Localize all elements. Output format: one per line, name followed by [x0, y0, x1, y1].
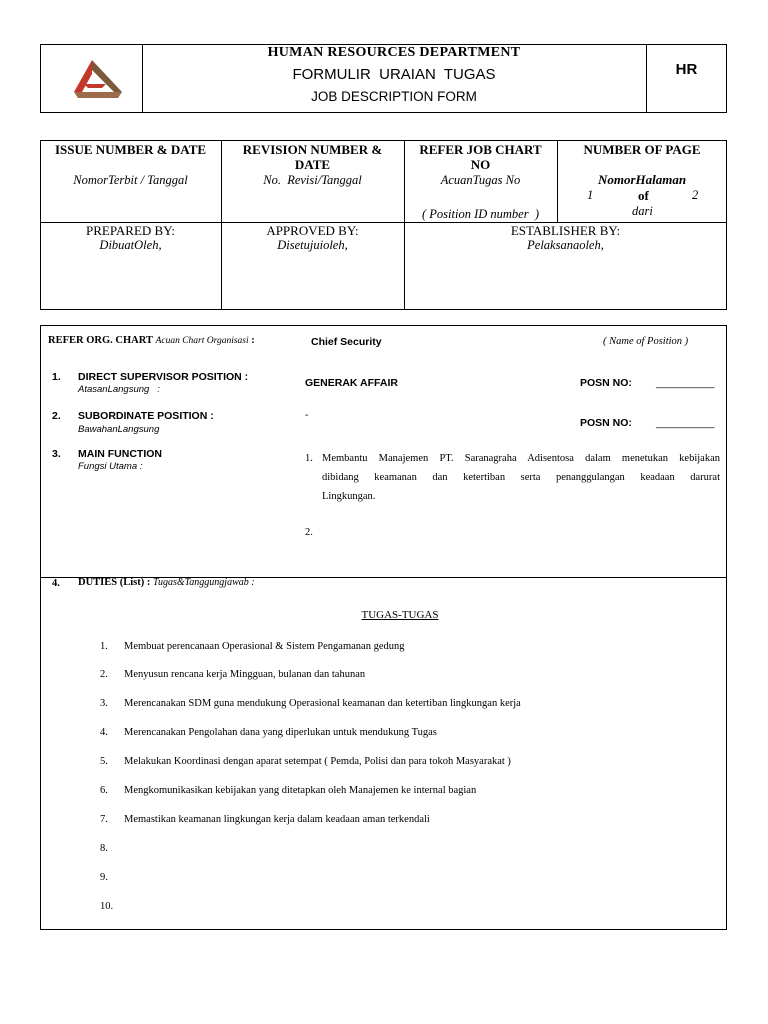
org-item-3-num: 3.: [52, 448, 61, 460]
org-item-2-posn-label: POSN NO:: [580, 417, 632, 429]
duty-number: 4.: [100, 727, 108, 738]
page-current: 1: [587, 188, 594, 202]
refer-org-label: REFER ORG. CHART: [48, 335, 153, 346]
duties-title: DUTIES (List) :: [78, 577, 151, 588]
form-title: FORMULIR URAIAN TUGAS: [292, 66, 496, 83]
org-item-1-title: DIRECT SUPERVISOR POSITION :: [78, 371, 249, 383]
duty-number: 9.: [100, 872, 108, 883]
org-item-1-posn-label: POSN NO:: [580, 377, 632, 389]
org-item-1-posn-value: __________: [656, 377, 715, 389]
duty-text: Mengkomunikasikan kebijakan yang ditetapkan oleh Manajemen ke internal bagian: [124, 785, 477, 796]
triangle-logo-icon: [70, 58, 126, 98]
prepared-by-label: PREPARED BY:: [86, 223, 175, 238]
org-item-2-posn-value: __________: [656, 417, 715, 429]
org-item-2-sub: BawahanLangsung: [78, 424, 160, 435]
department-title: HUMAN RESOURCES DEPARTMENT: [267, 45, 521, 60]
refer-org-sub: Acuan Chart Organisasi: [155, 336, 249, 346]
duty-number: 8.: [100, 843, 108, 854]
duties-title-row: [78, 577, 255, 588]
org-item-2-value: -: [305, 409, 309, 421]
job-chart-subtitle: AcuanTugas No: [440, 173, 521, 187]
revision-title-line1: REVISION NUMBER &: [242, 142, 383, 157]
establisher-by-sub: Pelaksanaoleh,: [527, 238, 604, 252]
position-name: Chief Security: [311, 336, 382, 348]
page-dari: dari: [632, 204, 653, 218]
issue-number-subtitle: NomorTerbit / Tanggal: [73, 173, 188, 187]
duty-number: 6.: [100, 785, 108, 796]
job-chart-title-line1: REFER JOB CHART: [419, 142, 542, 157]
main-function-2-num: 2.: [305, 527, 313, 538]
duty-number: 10.: [100, 901, 114, 912]
main-function-1-line2: dibidang keamanan dan ketertiban serta penanggulangan keadaan darurat: [322, 472, 720, 483]
refer-org-colon: :: [251, 335, 255, 346]
main-function-1-line3: Lingkungan.: [322, 491, 376, 502]
prepared-by-sub: DibuatOleh,: [99, 238, 162, 252]
page-total: 2: [692, 188, 699, 202]
header-divider-right: [646, 44, 647, 113]
issue-number-title: ISSUE NUMBER & DATE: [54, 142, 207, 157]
duty-text: Melakukan Koordinasi dengan aparat setempat ( Pemda, Polisi dan para tokoh Masyarakat ): [124, 756, 511, 767]
duties-heading: TUGAS-TUGAS: [361, 609, 439, 621]
nomor-halaman-label: NomorHalaman: [597, 172, 687, 187]
duty-text: Menyusun rencana kerja Mingguan, bulanan dan tahunan: [124, 669, 366, 680]
main-function-1-line1: Membantu Manajemen PT. Saranagraha Adisentosa dalam menetukan kebijakan: [322, 453, 720, 464]
duty-text: Merencanakan Pengolahan dana yang diperlukan untuk mendukung Tugas: [124, 727, 437, 738]
form-subtitle: JOB DESCRIPTION FORM: [311, 89, 477, 104]
duty-number: 1.: [100, 641, 108, 652]
page-of: of: [638, 188, 649, 203]
name-of-position-note: ( Name of Position ): [603, 336, 689, 347]
duty-text: Merencanakan SDM guna mendukung Operasional keamanan dan ketertiban lingkungan kerja: [124, 698, 521, 709]
establisher-by-label: ESTABLISHER BY:: [510, 223, 621, 238]
org-item-1-sub: AtasanLangsung :: [78, 384, 160, 395]
company-logo: [70, 58, 126, 98]
duties-sub: Tugas&Tanggungjawab :: [152, 577, 255, 588]
org-item-3-sub: Fungsi Utama :: [78, 461, 143, 472]
duty-text: Membuat perencanaan Operasional & Sistem Pengamanan gedung: [124, 641, 405, 652]
org-item-1-value: GENERAK AFFAIR: [305, 377, 398, 389]
approved-by-sub: Disetujuioleh,: [277, 238, 348, 252]
duty-number: 5.: [100, 756, 108, 767]
org-item-2-num: 2.: [52, 410, 61, 422]
revision-subtitle: No. Revisi/Tanggal: [263, 173, 362, 187]
approved-by-label: APPROVED BY:: [266, 223, 359, 238]
duty-number: 3.: [100, 698, 108, 709]
revision-title-line2: DATE: [294, 157, 331, 172]
job-chart-title-line2: NO: [470, 157, 491, 172]
duty-number: 7.: [100, 814, 108, 825]
main-function-1-num: 1.: [305, 453, 313, 464]
form-code: HR: [675, 61, 698, 78]
org-item-2-title: SUBORDINATE POSITION :: [78, 410, 214, 422]
org-item-3-title: MAIN FUNCTION: [78, 448, 162, 460]
duty-number: 2.: [100, 669, 108, 680]
org-item-1-num: 1.: [52, 371, 61, 383]
refer-org-chart-row: [48, 335, 255, 346]
position-id-note: ( Position ID number ): [422, 207, 539, 221]
number-of-page-title: NUMBER OF PAGE: [583, 142, 701, 157]
duties-num: 4.: [52, 578, 60, 589]
duty-text: Memastikan keamanan lingkungan kerja dalam keadaan aman terkendali: [124, 814, 430, 825]
